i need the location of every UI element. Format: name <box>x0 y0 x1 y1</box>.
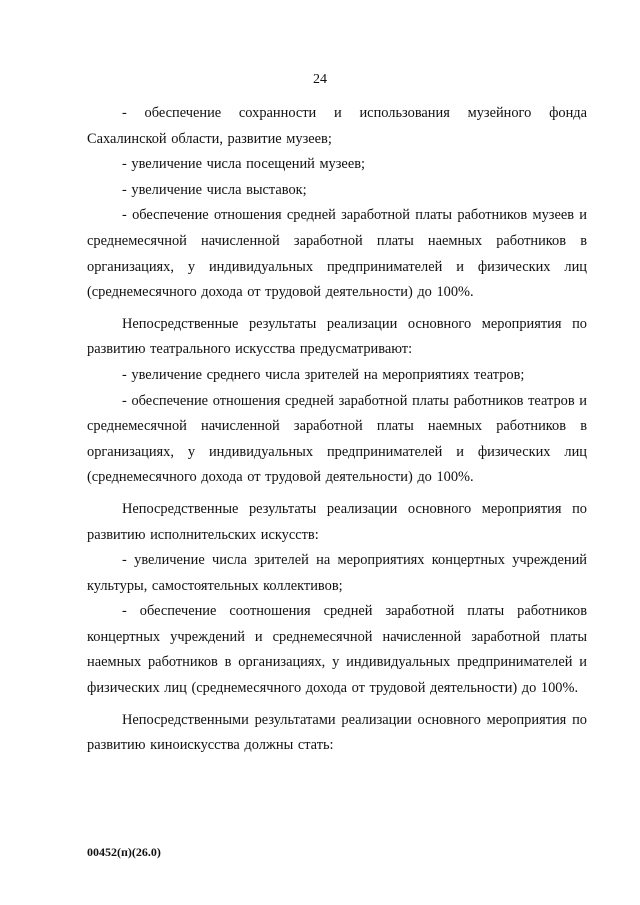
paragraph-theatre-audience: - увеличение среднего числа зрителей на мероприятиях театров; <box>122 366 525 383</box>
paragraph-museum-visits: - увеличение числа посещений музеев; <box>122 156 365 173</box>
paragraph-museum-fund: - обеспечение сохранности и использования музейного фонда Сахалинской области, развитие музеев; <box>87 105 587 147</box>
page-number: 24 <box>313 72 327 87</box>
document-body <box>87 101 587 759</box>
paragraph-cinema-intro: Непосредственными результатами реализации основного мероприятия по развитию киноискусства должны стать: <box>87 711 587 754</box>
paragraph-museum-salary: - обеспечение отношения средней заработной платы работников музеев и среднемесячной начисленной заработной платы наемных работников в организациях, у индивидуальных предпринимателей и физических лиц (среднемесячного дохода от трудовой деятельности) до 100%. <box>87 207 587 301</box>
paragraph-performing-arts-intro: Непосредственные результаты реализации основного мероприятия по развитию исполнительских искусств: <box>87 500 587 543</box>
paragraph-theatre-intro: Непосредственные результаты реализации основного мероприятия по развитию театрального искусства предусматривают: <box>87 315 587 358</box>
paragraph-theatre-salary: - обеспечение отношения средней заработной платы работников театров и среднемесячной начисленной заработной платы наемных работников в организациях, у индивидуальных предпринимателей и физических лиц (среднемесячного дохода от трудовой деятельности) до 100%. <box>87 392 587 486</box>
paragraph-concert-salary: - обеспечение соотношения средней заработной платы работников концертных учреждений и среднемесячной начисленной заработной платы наемных работников в организациях, у индивидуальных предпринимателей и физических лиц (среднемесячного дохода от трудовой деятельности) до 100%. <box>87 603 587 697</box>
paragraph-concert-audience: - увеличение числа зрителей на мероприятиях концертных учреждений культуры, самостоятельных коллективов; <box>87 552 587 594</box>
document-code: 00452(п)(26.0) <box>87 845 161 859</box>
paragraph-exhibitions: - увеличение числа выставок; <box>122 181 307 198</box>
